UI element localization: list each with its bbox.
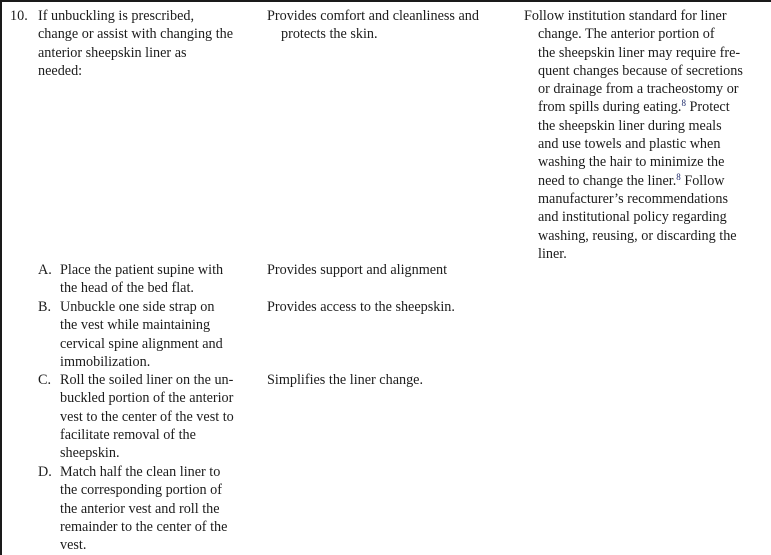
step-10-notes bbox=[524, 7, 769, 263]
rationale-line: Provides support and alignment bbox=[267, 262, 448, 278]
substep-letter: A. bbox=[38, 262, 52, 278]
substep-line: Place the patient supine with bbox=[60, 262, 224, 278]
substep-line: the anterior vest and roll the bbox=[60, 500, 220, 517]
rationale-line: Simplifies the liner change. bbox=[267, 372, 424, 388]
notes-line: quent changes because of secretions bbox=[538, 62, 743, 79]
substep-line: sheepskin. bbox=[60, 445, 120, 462]
substep-c-rationale bbox=[267, 371, 512, 389]
substep-line: buckled portion of the anterior bbox=[60, 390, 234, 407]
substep-letter: C. bbox=[38, 372, 52, 388]
rationale-line: protects the skin. bbox=[281, 26, 378, 43]
substep-letter: B. bbox=[38, 299, 52, 315]
notes-line bbox=[538, 98, 769, 116]
substep-line: Unbuckle one side strap on bbox=[60, 299, 215, 315]
substep-line: the corresponding portion of bbox=[60, 482, 222, 499]
notes-line: washing, reusing, or discarding the bbox=[538, 227, 737, 244]
substep-d bbox=[10, 463, 260, 554]
notes-text: Follow bbox=[680, 172, 725, 189]
action-line: If unbuckling is prescribed, bbox=[38, 8, 195, 24]
notes-line: the sheepskin liner may require fre- bbox=[538, 44, 741, 61]
substep-line: Roll the soiled liner on the un- bbox=[60, 372, 234, 388]
notes-line: and use towels and plastic when bbox=[538, 136, 721, 153]
rationale-line: Provides access to the sheepskin. bbox=[267, 299, 455, 315]
substep-line: cervical spine alignment and bbox=[60, 335, 223, 352]
action-line: needed: bbox=[38, 62, 83, 79]
notes-text: Protect bbox=[685, 99, 730, 116]
rationale-line: Provides comfort and cleanliness and bbox=[267, 8, 479, 24]
substep-c bbox=[10, 371, 260, 462]
notes-line: and institutional policy regarding bbox=[538, 209, 727, 226]
substep-a bbox=[10, 261, 260, 298]
substep-line: Match half the clean liner to bbox=[60, 464, 221, 480]
action-line: change or assist with changing the bbox=[38, 26, 234, 43]
notes-text: from spills during eating. bbox=[538, 99, 682, 116]
step-number: 10. bbox=[10, 8, 28, 24]
substep-line: vest. bbox=[60, 537, 87, 554]
action-line: anterior sheepskin liner as bbox=[38, 44, 187, 61]
notes-line: Follow institution standard for liner bbox=[524, 8, 727, 24]
substep-b-rationale bbox=[267, 298, 512, 316]
step-10-rationale bbox=[267, 7, 512, 44]
notes-line: liner. bbox=[538, 245, 567, 262]
reference-superscript[interactable]: 8 bbox=[681, 98, 686, 109]
substep-line: immobilization. bbox=[60, 353, 151, 370]
step-10-action bbox=[10, 7, 260, 80]
notes-line: manufacturer’s recommendations bbox=[538, 190, 729, 207]
substep-letter: D. bbox=[38, 464, 52, 480]
substep-line: the vest while maintaining bbox=[60, 317, 211, 334]
substep-line: remainder to the center of the bbox=[60, 518, 228, 535]
notes-line: washing the hair to minimize the bbox=[538, 154, 725, 171]
notes-line: or drainage from a tracheostomy or bbox=[538, 81, 739, 98]
substep-line: the head of the bed flat. bbox=[60, 280, 194, 297]
substep-line: vest to the center of the vest to bbox=[60, 408, 234, 425]
reference-superscript[interactable]: 8 bbox=[676, 171, 681, 182]
notes-line bbox=[538, 172, 769, 190]
notes-line: change. The anterior portion of bbox=[538, 26, 715, 43]
substep-line: facilitate removal of the bbox=[60, 426, 196, 443]
notes-line: the sheepskin liner during meals bbox=[538, 117, 722, 134]
notes-text: need to change the liner. bbox=[538, 172, 677, 189]
substep-b bbox=[10, 298, 260, 371]
substep-a-rationale bbox=[267, 261, 512, 279]
